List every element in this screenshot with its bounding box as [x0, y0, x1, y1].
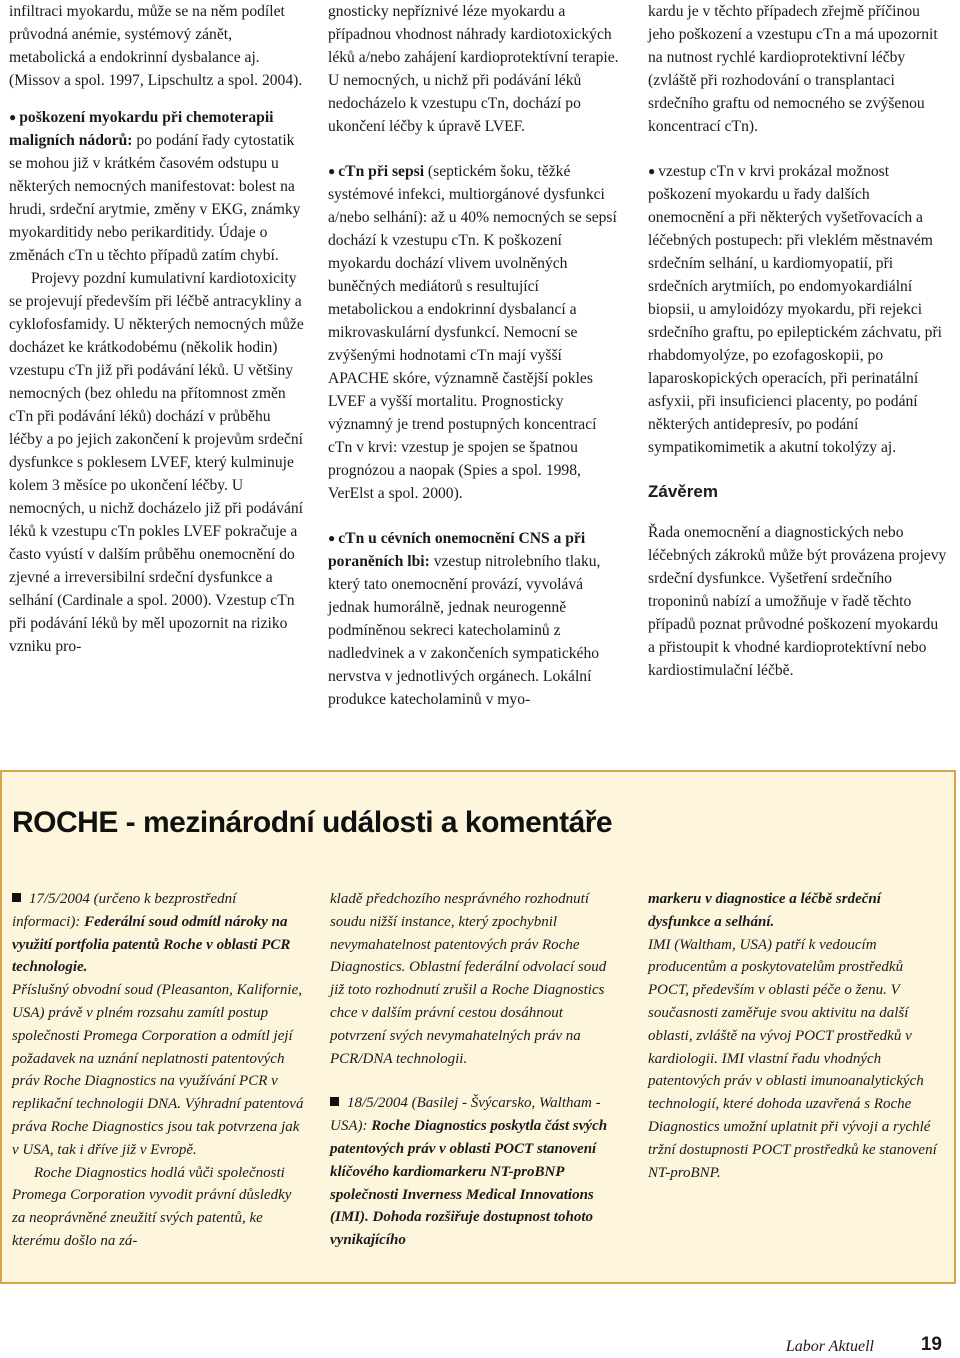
- bullet-chemotherapy: [9, 106, 305, 267]
- news-headline: Roche Diagnostics poskytla část svých patentových práv v oblasti POCT stanovení klíčového kardiomarkeru NT-proBNP společnosti Inverness Medical Innovations (IMI). Dohoda rozšiřuje dostupnost tohoto vynikajícího: [330, 1118, 608, 1249]
- news-date: 18/5/2004 (Basilej - Švýcarsko, Waltham -USA):: [330, 1095, 601, 1135]
- column-middle: [328, 0, 622, 711]
- box-column-left: [12, 888, 304, 1253]
- bullet-text: vzestup nitrolebního tlaku, který tato onemocnění provází, vyvolává jednak humorálně, jednak neurogenně podmíněnou sekreci katecholaminů z nadledvinek a v zakončeních sympatického nervstva v jednotlivých orgánech. Lokální produkce katecholaminů v myo-: [328, 553, 601, 708]
- paragraph: gnosticky nepříznivé léze myokardu a případnou vhodnost náhrady kardiotoxických léků a/nebo zahájení kardioprotektívní terapie. U nemocných, u nichž při podávání léků nedocházelo k vzestupu cTn, dochází po ukončení léčby k úpravě LVEF.: [328, 3, 619, 135]
- paragraph: Řada onemocnění a diagnostických nebo léčebných zákroků může být provázena projevy srdeční dysfunkce. Vyšetření srdečního troponinů nabízí a umožňuje v řadě těchto případů poznat průvodné poškození myokardu a přistoupit k vhodné kardioprotektívní nebo kardiostimulační léčbě.: [648, 524, 947, 679]
- box-title: ROCHE - mezinárodní události a komentáře: [12, 806, 613, 839]
- box-column-right: [648, 888, 940, 1184]
- square-bullet-icon: [330, 1097, 339, 1106]
- news-headline-cont: [648, 888, 940, 934]
- journal-name: Labor Aktuell: [785, 1338, 874, 1355]
- column-right: [648, 0, 948, 682]
- bullet-text: vzestup cTn v krvi prokázal možnost poškození myokardu u řady dalších onemocnění a při některých vyšetřovacích a léčebných postupech: při vleklém městnavém srdečním selhání, u kardiomyopatií, při srdečních arytmiích, po endomyokardiální biopsii, u amyloidózy myokardu, při rejekci srdečního graftu, po epileptickém záchvatu, při rhabdomyolýze, po ezofagoskopii, po laparoskopických operacích, při perinatální asfyxii, při insuficienci placenty, po podání některých antidepresív, po podání sympatikomimetik a akutní tokolýzy aj.: [648, 163, 943, 456]
- news-item: [12, 888, 304, 979]
- box-column-middle: [330, 888, 622, 1252]
- page-number: 19: [920, 1334, 942, 1355]
- bullet-title: cTn při sepsi: [338, 163, 425, 180]
- paragraph: Projevy pozdní kumulativní kardiotoxicity se projevují především při léčbě antracykliny a cyklofosfamidy. U některých nemocných může docházet ke krátkodobému (několik hodin) vzestupu cTn již při podávání léků. U většiny nemocných (bez ohledu na přítomnost změn cTn při podávání léků) dochází v průběhu léčby a po jejich zakončení k projevům srdeční dysfunkce s poklesem LVEF, který kulminuje kolem 3 měsíce po ukončení léčby. U nemocných, u nichž docházelo již při podávání léků k vzestupu cTn pokles LVEF pokračuje a často vyústí v dalším průběhu onemocnění do zjevné a irreversibilní srdeční dysfunkce a selhání (Cardinale a spol. 2000). Vzestup cTn při podávání léků by měl upozornit na riziko vzniku pro-: [9, 270, 304, 655]
- bullet-icon: ●: [328, 164, 336, 178]
- bullet-other-diseases: [648, 160, 948, 459]
- bullet-icon: ●: [328, 531, 336, 545]
- bullet-text: po podání řady cytostatik se mohou již v krátkém časovém odstupu u některých nemocných manifestovat: bolest na hrudi, srdeční arytmie, změny v EKG, známky myokarditidy nebo perikarditidy. Údaje o změnách cTn u těchto případů zatím chybí.: [9, 132, 301, 264]
- news-date: 17/5/2004 (určeno k bezprostřední informaci):: [12, 891, 237, 930]
- section-heading: Závěrem: [648, 482, 718, 501]
- paragraph: Roche Diagnostics hodlá vůči společnosti Promega Corporation vyvodit právní důsledky za neoprávněné zneužití svých patentů, ke kterému došlo na zá-: [12, 1164, 292, 1249]
- bullet-icon: ●: [9, 110, 17, 124]
- paragraph: kardu je v těchto případech zřejmě příčinou jeho poškození a vzestupu cTn a má upozornit na nutnost rychlé kardioprotektivní léčby (zvláště při rozhodování o transplantaci srdečního graftu od nemocného se zvýšenou koncentrací cTn).: [648, 3, 938, 135]
- news-headline: markeru v diagnostice a léčbě srdeční dysfunkce a selhání.: [648, 891, 881, 930]
- roche-news-box: [0, 770, 956, 1284]
- bullet-title: cTn u cévních onemocnění CNS a při poraněních lbi:: [328, 530, 586, 570]
- paragraph: Příslušný obvodní soud (Pleasanton, Kalifornie, USA) právě v plném rozsahu zamítl postup společnosti Promega Corporation a odmítl její požadavek na uznání neplatnosti patentových práv Roche Diagnostics na využívání PCR v replikační technologii DNA. Výhradní patentová práva Roche Diagnostics jsou tak potvrzena jak v USA, tak i dříve již v Evropě.: [12, 982, 304, 1158]
- news-item: [330, 1092, 622, 1252]
- news-headline: Federální soud odmítl nároky na využití portfolia patentů Roche v oblasti PCR technologie.: [12, 913, 291, 976]
- bullet-title: poškození myokardu při chemoterapii maligních nádorů:: [9, 109, 274, 149]
- paragraph: IMI (Waltham, USA) patří k vedoucím producentům a poskytovatelům prostředků POCT, především v oblasti péče o ženu. V současnosti zaměřuje svou aktivitu na další oblasti, zvláště na vývoj POCT prostředků v kardiologii. IMI vlastní řadu vhodných patentových práv v oblasti imunoanalytických technologií, které dohoda uzavřená s Roche Diagnostics umožní uplatnit při vývoji a rychlé tržní dostupnosti POCT prostředků ke stanovení NT-proBNP.: [648, 936, 937, 1181]
- bullet-sepsis: [328, 160, 622, 505]
- column-left: [9, 0, 305, 658]
- bullet-cns: [328, 527, 622, 711]
- bullet-text: (septickém šoku, těžké systémové infekci, multiorgánové dysfunkci a/nebo selhání): až u 40% nemocných se sepsí dochází k vzestupu cTn. K poškození myokardu dochází vlivem uvolněných buněčných mediátorů s resultující metabolickou a endokrinní dysbalancí a mikrovaskulární dysfunkcí. Nemocní se zvýšenými hodnotami cTn mají vyšší APACHE skóre, významně častější pokles LVEF a vyšší mortalitu. Prognosticky významný je trend postupných koncentrací cTn v krvi: vzestup je spojen se špatnou prognózou a naopak (Spies a spol. 1998, VerElst a spol. 2000).: [328, 163, 617, 502]
- bullet-icon: ●: [648, 164, 656, 178]
- square-bullet-icon: [12, 893, 21, 902]
- paragraph: kladě předchozího nesprávného rozhodnutí soudu nižší instance, který zpochybnil nevymahatelnost patentových práv Roche Diagnostics. Oblastní federální odvolací soud již toto rozhodnutí zrušil a Roche Diagnostics chce v dalším právní cestou dosáhnout potvrzení svých nevymahatelných práv na PCR/DNA technologii.: [330, 891, 607, 1067]
- paragraph: infiltraci myokardu, může se na něm podílet průvodná anémie, systémový zánět, metabolická a endokrinní dysbalance aj. (Missov a spol. 1997, Lipschultz a spol. 2004).: [9, 3, 303, 89]
